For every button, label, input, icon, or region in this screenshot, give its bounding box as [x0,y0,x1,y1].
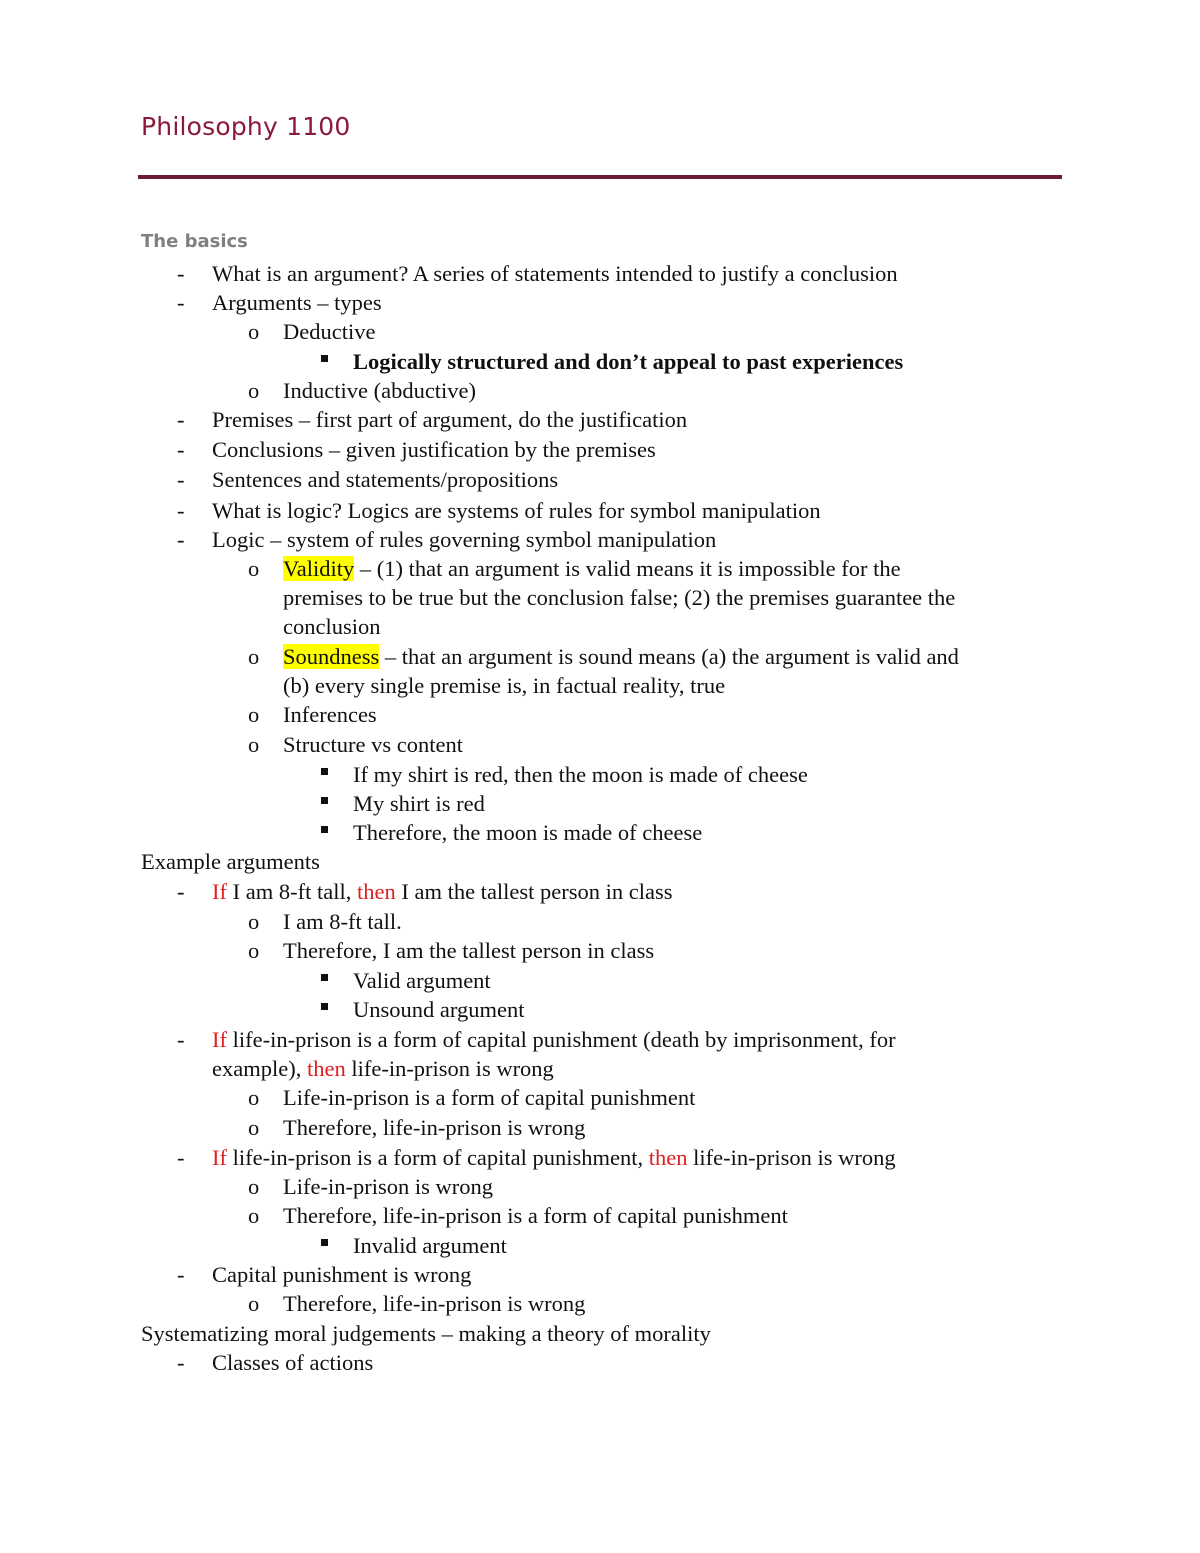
list-item: Logic – system of rules governing symbol manipulation [212,527,717,552]
list-item: Deductive [283,319,376,344]
list-item: Arguments – types [212,290,382,315]
circle-bullet: o [248,909,260,934]
list-item: Therefore, life-in-prison is wrong [283,1115,586,1140]
dash-bullet: - [177,467,185,492]
dash-bullet: - [177,407,185,432]
list-item: Therefore, I am the tallest person in class [283,938,655,963]
circle-bullet: o [248,556,260,581]
list-item: Logically structured and don’t appeal to past experiences [353,349,904,374]
list-item: If I am 8-ft tall, then I am the tallest person in class [212,879,673,904]
circle-bullet: o [248,319,260,344]
section-heading: Systematizing moral judgements – making a theory of morality [141,1321,711,1346]
dash-bullet: - [177,879,185,904]
keyword-then: then [356,879,396,904]
circle-bullet: o [248,732,260,757]
dash-bullet: - [177,1027,185,1052]
dash-bullet: - [177,1145,185,1170]
list-item: Life-in-prison is a form of capital punishment [283,1085,696,1110]
circle-bullet: o [248,1291,260,1316]
list-item-continuation: conclusion [283,614,381,639]
circle-bullet: o [248,1174,260,1199]
keyword-if: If [212,879,227,904]
list-item: Structure vs content [283,732,463,757]
list-item: Premises – first part of argument, do the justification [212,407,688,432]
list-item: Valid argument [353,968,491,993]
square-bullet-icon [321,355,328,362]
list-item: Unsound argument [353,997,525,1022]
keyword-if: If [212,1145,227,1170]
list-item-continuation: example), then life-in-prison is wrong [212,1056,554,1081]
title-divider [138,175,1062,179]
list-item: My shirt is red [353,791,485,816]
section-heading: Example arguments [141,849,320,874]
square-bullet-icon [321,768,328,775]
square-bullet-icon [321,826,328,833]
square-bullet-icon [321,797,328,804]
list-item: Therefore, life-in-prison is wrong [283,1291,586,1316]
list-item: What is an argument? A series of statements intended to justify a conclusion [212,261,898,286]
list-item: Sentences and statements/propositions [212,467,559,492]
square-bullet-icon [321,1003,328,1010]
document-title: Philosophy 1100 [141,112,351,141]
circle-bullet: o [248,1085,260,1110]
list-item: Life-in-prison is wrong [283,1174,493,1199]
list-item: What is logic? Logics are systems of rules for symbol manipulation [212,498,821,523]
list-item: Capital punishment is wrong [212,1262,472,1287]
circle-bullet: o [248,1203,260,1228]
dash-bullet: - [177,498,185,523]
dash-bullet: - [177,1350,185,1375]
square-bullet-icon [321,974,328,981]
list-item-continuation: premises to be true but the conclusion false; (2) the premises guarantee the [283,585,956,610]
list-item: Soundness – that an argument is sound means (a) the argument is valid and [283,644,959,669]
dash-bullet: - [177,290,185,315]
list-item: If life-in-prison is a form of capital punishment (death by imprisonment, for [212,1027,896,1052]
circle-bullet: o [248,938,260,963]
circle-bullet: o [248,1115,260,1140]
keyword-if: If [212,1027,227,1052]
highlighted-term: Validity [283,556,355,581]
dash-bullet: - [177,1262,185,1287]
dash-bullet: - [177,437,185,462]
list-item: Inductive (abductive) [283,378,477,403]
list-item: Therefore, life-in-prison is a form of capital punishment [283,1203,788,1228]
highlighted-term: Soundness [283,644,380,669]
list-item: Validity – (1) that an argument is valid means it is impossible for the [283,556,901,581]
list-item-continuation: (b) every single premise is, in factual reality, true [283,673,726,698]
list-item: I am 8-ft tall. [283,909,402,934]
section-heading: The basics [141,231,248,252]
keyword-then: then [648,1145,688,1170]
dash-bullet: - [177,261,185,286]
list-item: If life-in-prison is a form of capital punishment, then life-in-prison is wrong [212,1145,896,1170]
list-item: Classes of actions [212,1350,374,1375]
list-item: Therefore, the moon is made of cheese [353,820,703,845]
keyword-then: then [306,1056,346,1081]
list-item: Conclusions – given justification by the premises [212,437,656,462]
circle-bullet: o [248,378,260,403]
square-bullet-icon [321,1239,328,1246]
circle-bullet: o [248,702,260,727]
circle-bullet: o [248,644,260,669]
dash-bullet: - [177,527,185,552]
list-item: Invalid argument [353,1233,507,1258]
list-item: If my shirt is red, then the moon is made of cheese [353,762,808,787]
list-item: Inferences [283,702,377,727]
